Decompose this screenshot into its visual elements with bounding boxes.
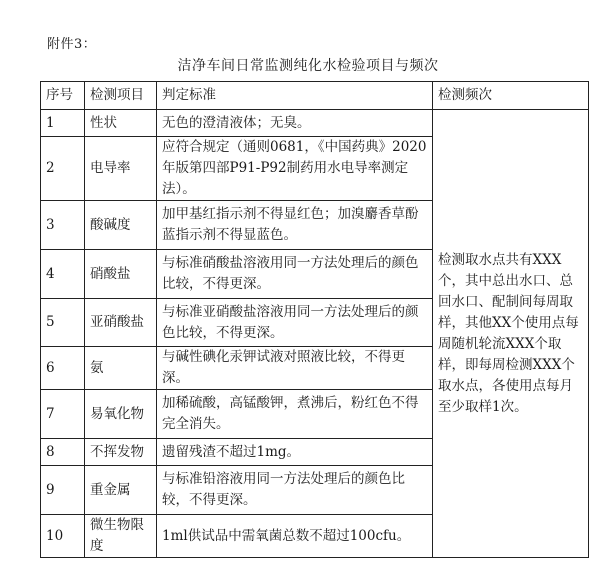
row-no: 3 xyxy=(41,201,85,250)
row-no: 5 xyxy=(41,299,85,347)
row-no: 7 xyxy=(41,390,85,439)
row-standard: 与标准铅溶液用同一方法处理后的颜色比较，不得更深。 xyxy=(157,466,433,515)
row-standard: 应符合规定（通则0681，《中国药典》2020年版第四部P91-P92制药用水电导率测定法）。 xyxy=(157,137,433,201)
row-standard: 1ml供试品中需氧菌总数不超过100cfu。 xyxy=(157,515,433,558)
row-no: 10 xyxy=(41,515,85,558)
table-row xyxy=(41,110,589,137)
row-no: 4 xyxy=(41,250,85,299)
row-item: 电导率 xyxy=(85,137,157,201)
row-no: 1 xyxy=(41,110,85,137)
table-header-row xyxy=(41,82,589,110)
inspection-table xyxy=(40,81,589,558)
header-standard: 判定标准 xyxy=(157,82,433,110)
row-item: 硝酸盐 xyxy=(85,250,157,299)
row-standard: 加稀硫酸，高锰酸钾，煮沸后，粉红色不得完全消失。 xyxy=(157,390,433,439)
row-no: 2 xyxy=(41,137,85,201)
header-no: 序号 xyxy=(41,82,85,110)
row-item: 亚硝酸盐 xyxy=(85,299,157,347)
row-no: 6 xyxy=(41,347,85,390)
attachment-label: 附件3： xyxy=(47,37,97,52)
document-title: 洁净车间日常监测纯化水检验项目与频次 xyxy=(177,58,439,74)
row-item: 酸碱度 xyxy=(85,201,157,250)
row-standard: 遗留残渣不超过1mg。 xyxy=(157,439,433,466)
row-item: 氨 xyxy=(85,347,157,390)
row-no: 9 xyxy=(41,466,85,515)
row-standard: 无色的澄清液体；无臭。 xyxy=(157,110,433,137)
row-standard: 与标准硝酸盐溶液用同一方法处理后的颜色比较，不得更深。 xyxy=(157,250,433,299)
header-frequency: 检测频次 xyxy=(433,82,589,110)
frequency-cell: 检测取水点共有XXX个，其中总出水口、总回水口、配制间每周取样，其他XX个使用点每周随机轮流XXX个取样，即每周检测XXX个取水点，各使用点每月至少取样1次。 xyxy=(433,110,589,558)
row-item: 易氧化物 xyxy=(85,390,157,439)
row-item: 微生物限度 xyxy=(85,515,157,558)
row-no: 8 xyxy=(41,439,85,466)
row-item: 性状 xyxy=(85,110,157,137)
row-standard: 加甲基红指示剂不得显红色；加溴麝香草酚蓝指示剂不得显蓝色。 xyxy=(157,201,433,250)
row-standard: 与碱性碘化汞钾试液对照液比较，不得更深。 xyxy=(157,347,433,390)
header-item: 检测项目 xyxy=(85,82,157,110)
row-standard: 与标准亚硝酸盐溶液用同一方法处理后的颜色比较，不得更深。 xyxy=(157,299,433,347)
row-item: 不挥发物 xyxy=(85,439,157,466)
row-item: 重金属 xyxy=(85,466,157,515)
